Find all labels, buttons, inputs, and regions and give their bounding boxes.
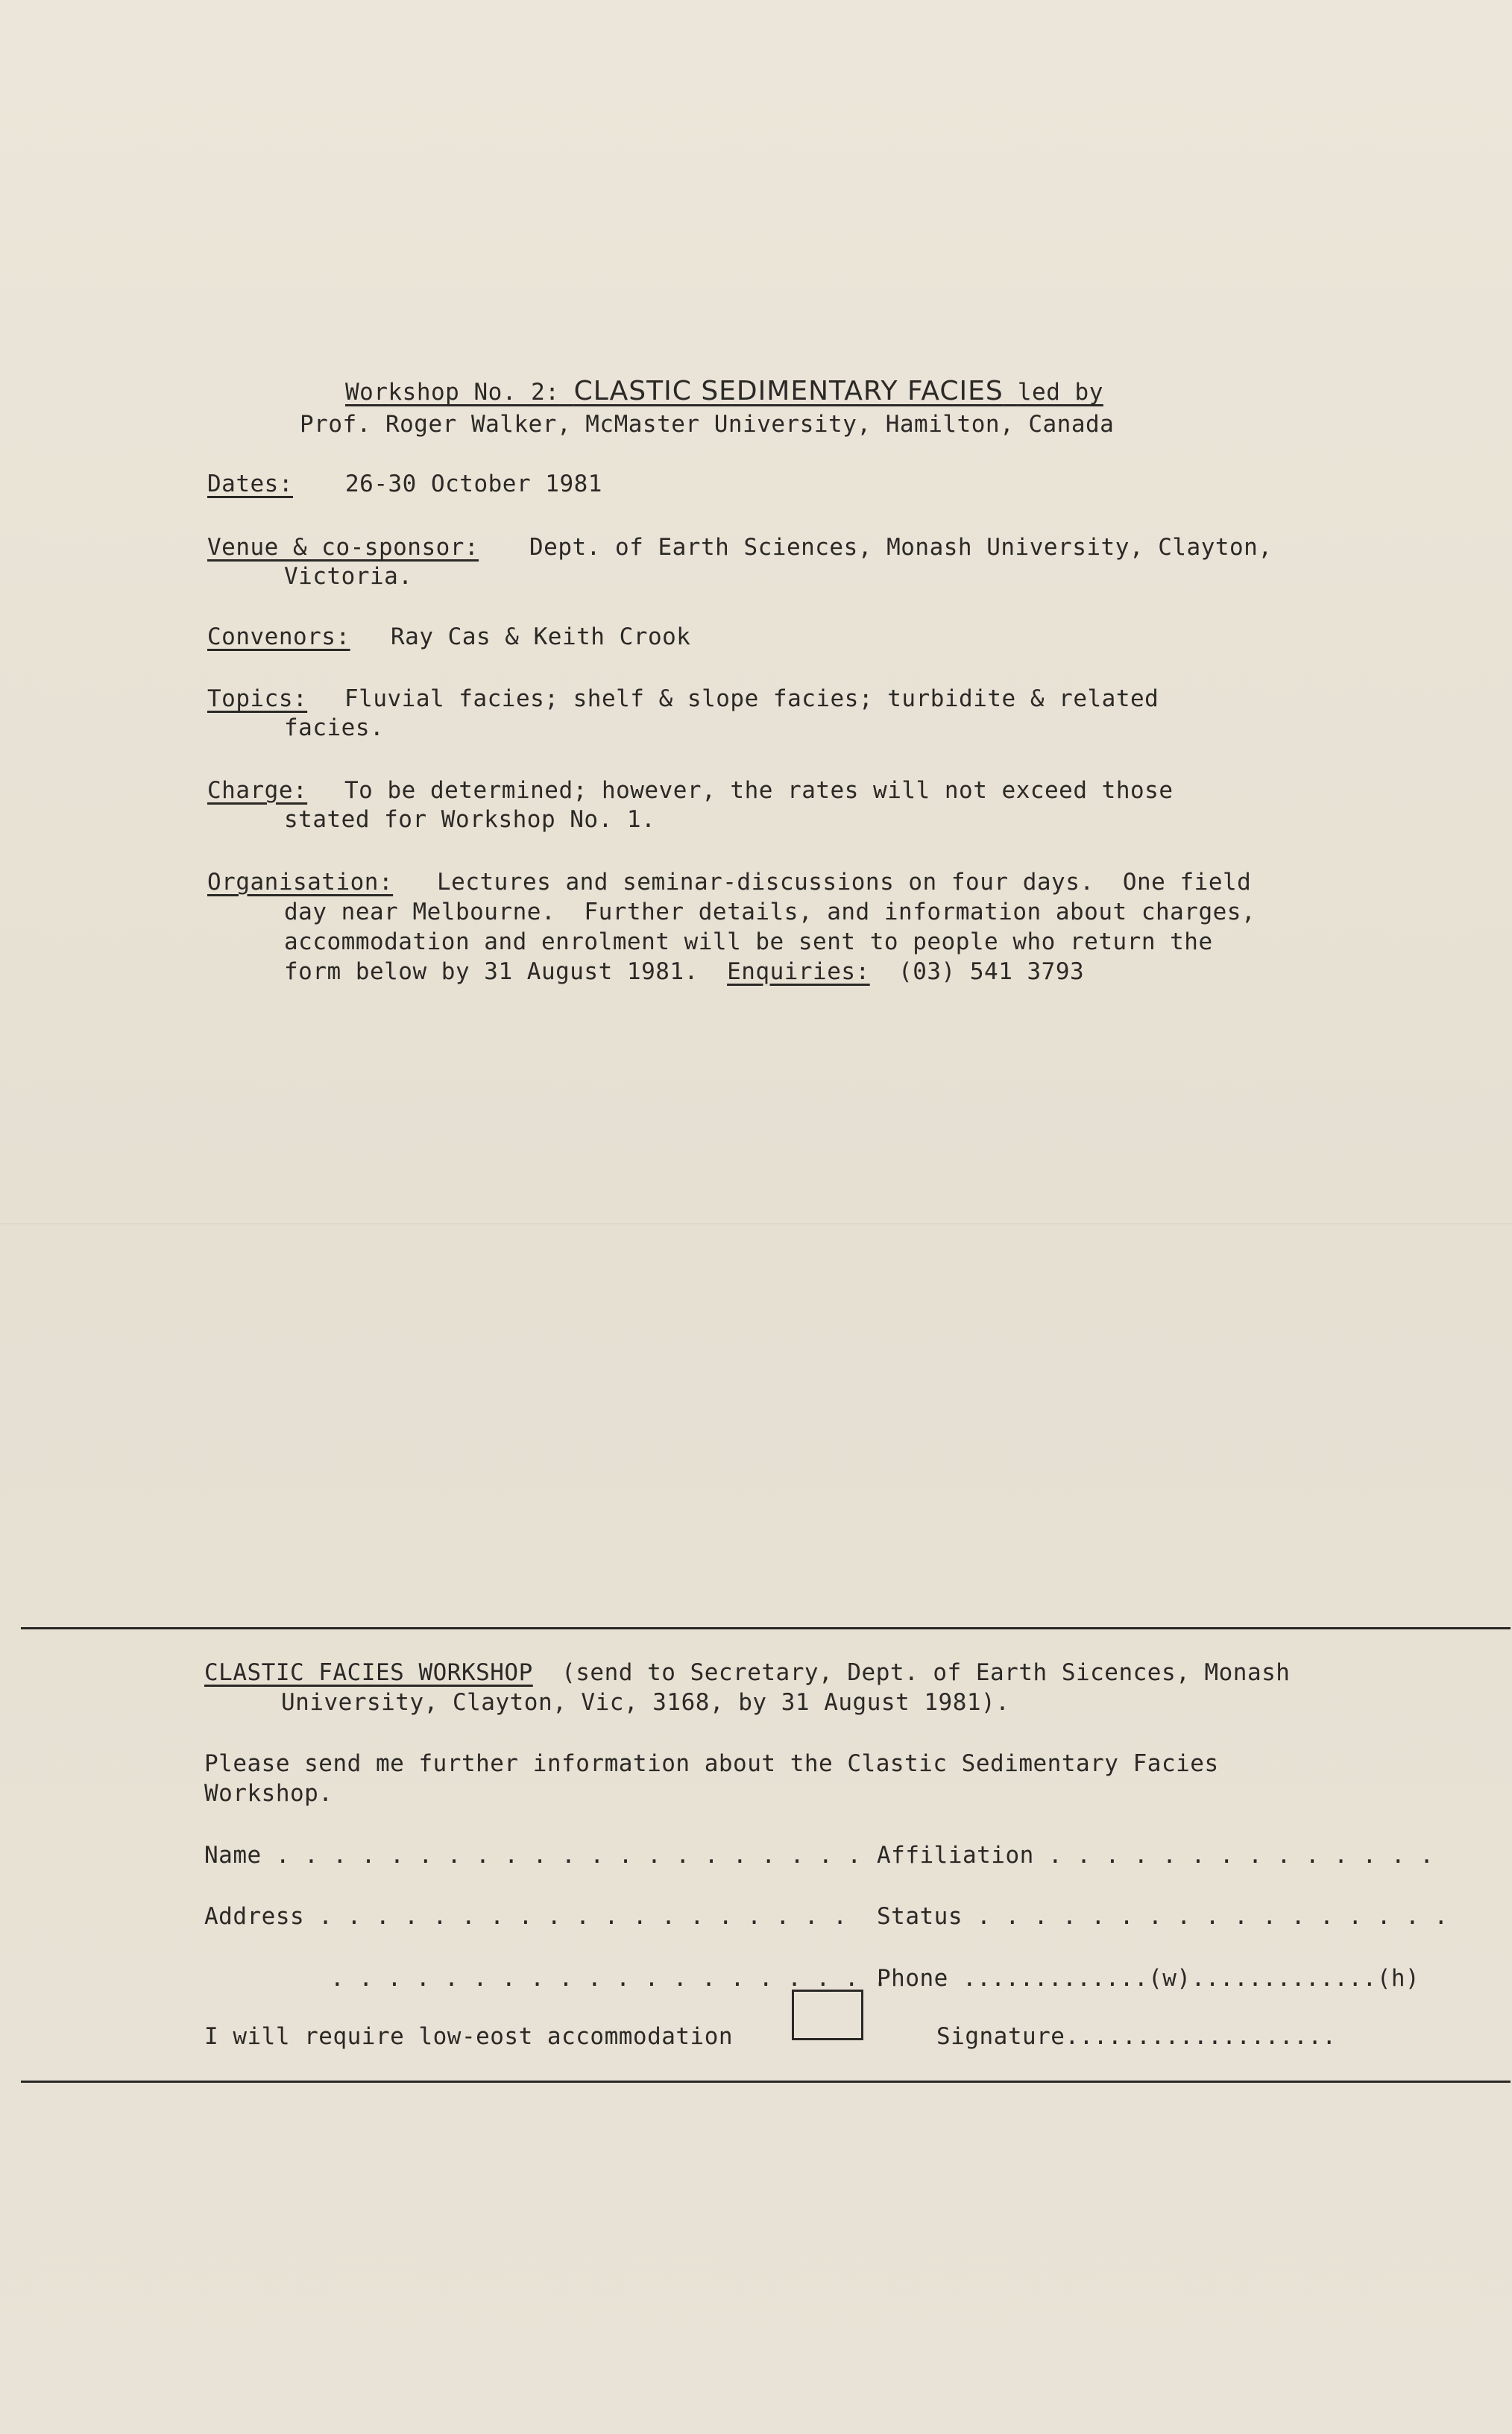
enquiries-phone: (03) 541 3793 bbox=[898, 958, 1085, 985]
send-to-text: (send to Secretary, Dept. of Earth Sicences, Monash bbox=[561, 1659, 1291, 1686]
form-heading-line bbox=[204, 1658, 1290, 1688]
accommodation-checkbox[interactable] bbox=[792, 1990, 863, 2040]
charge-label: Charge: bbox=[207, 777, 308, 804]
convenors-label: Convenors: bbox=[207, 623, 350, 650]
top-cut-line bbox=[21, 1627, 1511, 1629]
convenors-value: Ray Cas & Keith Crook bbox=[391, 623, 691, 650]
organisation-value-4 bbox=[284, 957, 1084, 987]
enquiries-label: Enquiries: bbox=[727, 958, 870, 985]
organisation-value-3: accommodation and enrolment will be sent to people who return the bbox=[284, 928, 1213, 955]
name-field[interactable]: Name . . . . . . . . . . . . . . . . . . . . . bbox=[204, 1842, 862, 1869]
venue-value-cont: Victoria. bbox=[284, 563, 413, 590]
return-date-text: form below by 31 August 1981. bbox=[284, 958, 699, 985]
accommodation-label: I will require low-eost accommodation bbox=[204, 2023, 734, 2050]
address-field-line-2[interactable]: . . . . . . . . . . . . . . . . . . . . bbox=[330, 1965, 888, 1992]
venue-value: Dept. of Earth Sciences, Monash University, Clayton, bbox=[529, 534, 1273, 561]
topics-value: Fluvial facies; shelf & slope facies; turbidite & related bbox=[344, 685, 1159, 712]
dates-label: Dates: bbox=[207, 471, 293, 497]
address-field[interactable]: Address . . . . . . . . . . . . . . . . . . . bbox=[204, 1903, 848, 1930]
workshop-title: CLASTIC SEDIMENTARY FACIES bbox=[573, 376, 1004, 406]
venue-label: Venue & co-sponsor: bbox=[207, 534, 479, 561]
signature-field[interactable]: Signature................... bbox=[936, 2023, 1337, 2050]
organisation-value-2: day near Melbourne. Further details, and information about charges, bbox=[284, 899, 1256, 925]
organisation-label: Organisation: bbox=[207, 869, 394, 896]
header-line bbox=[345, 377, 1103, 407]
bottom-cut-line bbox=[21, 2081, 1511, 2083]
workshop-leader: Prof. Roger Walker, McMaster University, Hamilton, Canada bbox=[300, 411, 1115, 438]
affiliation-field[interactable]: Affiliation . . . . . . . . . . . . . . bbox=[877, 1842, 1434, 1869]
organisation-value: Lectures and seminar-discussions on four days. One field bbox=[437, 869, 1252, 896]
led-by: led by bbox=[1017, 379, 1103, 406]
topics-value-cont: facies. bbox=[284, 714, 385, 741]
request-text: Please send me further information about the Clastic Sedimentary Facies bbox=[204, 1750, 1219, 1777]
topics-label: Topics: bbox=[207, 685, 308, 712]
phone-field[interactable]: Phone .............(w).............(h) bbox=[877, 1965, 1420, 1992]
workshop-number: Workshop No. 2: bbox=[345, 379, 560, 406]
dates-value: 26-30 October 1981 bbox=[345, 471, 602, 497]
paper-fold bbox=[0, 1223, 1512, 1224]
status-field[interactable]: Status . . . . . . . . . . . . . . . . . bbox=[877, 1903, 1449, 1930]
charge-value-cont: stated for Workshop No. 1. bbox=[284, 806, 656, 833]
charge-value: To be determined; however, the rates will not exceed those bbox=[344, 777, 1174, 804]
request-text-cont: Workshop. bbox=[204, 1780, 333, 1807]
form-heading: CLASTIC FACIES WORKSHOP bbox=[204, 1659, 533, 1686]
send-to-text-cont: University, Clayton, Vic, 3168, by 31 August 1981). bbox=[281, 1689, 1010, 1716]
